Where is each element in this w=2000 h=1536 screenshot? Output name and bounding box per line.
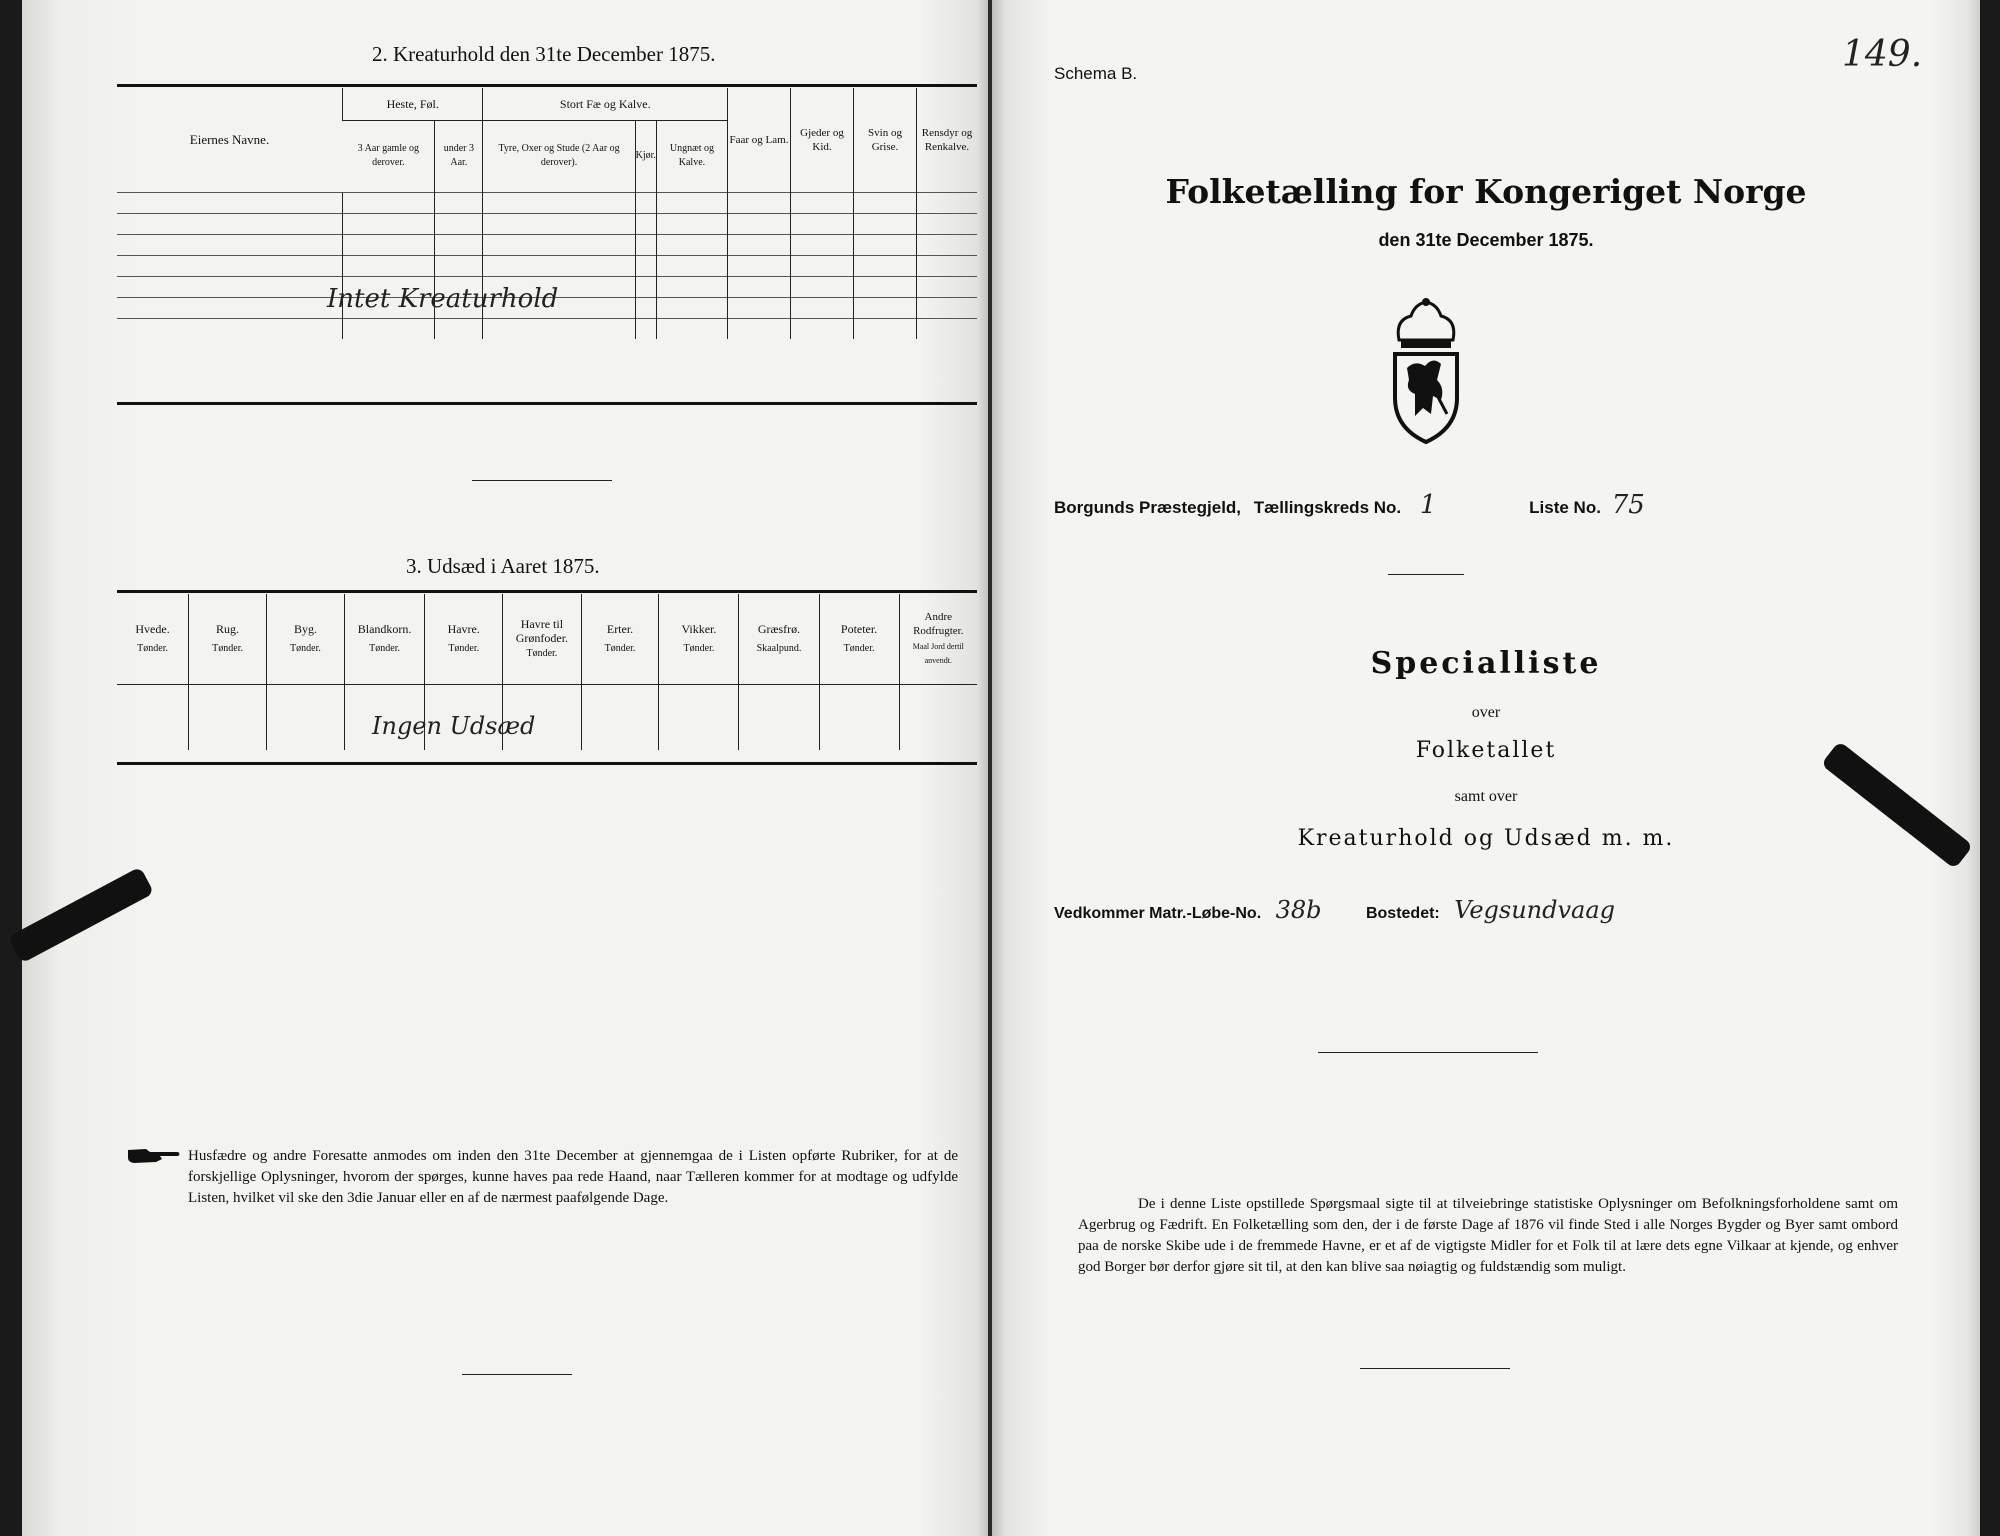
folketallet-text: Folketallet <box>1415 738 1557 763</box>
seed-unit: Tønder. <box>369 642 400 654</box>
seed-name: Rug. <box>216 621 240 636</box>
cows-header: Kjør. <box>635 120 656 192</box>
seed-col-havre <box>425 594 503 684</box>
separator-rule <box>1318 1052 1538 1053</box>
over-text: over <box>1471 704 1501 721</box>
list-value: 75 <box>1611 490 1645 520</box>
seed-name: Græsfrø. <box>757 621 801 636</box>
seed-unit: Tønder. <box>137 642 168 654</box>
horses-header: Heste, Føl. <box>343 88 483 120</box>
cattle-header: Stort Fæ og Kalve. <box>483 88 728 120</box>
seed-table-top-rule <box>117 590 977 593</box>
table-row <box>117 213 977 234</box>
bostedet-label: Bostedet: <box>1365 905 1440 922</box>
table-row <box>117 728 977 750</box>
seed-col-poteter <box>819 594 899 684</box>
district-label: Tællingskreds No. <box>1253 498 1402 517</box>
seed-unit: Tønder. <box>604 642 636 654</box>
samt-over-text: samt over <box>1454 788 1518 805</box>
calves-header: Ungnæt og Kalve. <box>656 120 727 192</box>
special-list-title: Specialliste <box>1370 646 1602 681</box>
table-row <box>117 318 977 339</box>
instruction-text: Husfædre og andre Foresatte anmodes om inden den 31te December at gjennemgaa de i Listen opførte Rubriker, for at de forskjellige Oplysninger, hvorom der spørges, kunne haves paa rede Haand, naar Tælleren kommer for at modtage og udfylde Listen, hvilket vil ske den 3die Januar eller en af de nærmest paafølgende Dage. <box>188 1148 958 1206</box>
table-row <box>117 234 977 255</box>
seed-entry-handwritten: Ingen Udsæd <box>372 712 536 740</box>
separator-rule <box>1388 574 1464 575</box>
seed-name: Blandkorn. <box>357 621 412 636</box>
separator-rule <box>472 480 612 481</box>
reindeer-header: Rensdyr og Renkalve. <box>917 88 978 192</box>
seed-unit: Skaalpund. <box>756 642 802 654</box>
seed-name: Havre til Grønfoder. <box>515 616 569 645</box>
pigs-header: Svin og Grise. <box>854 88 917 192</box>
page-number-handwritten: 149. <box>1842 34 1923 75</box>
table-row <box>117 684 977 706</box>
seed-unit: Maal Jord dertil anvendt. <box>912 641 964 665</box>
pointing-hand-icon <box>126 1146 182 1166</box>
footer-note: De i denne Liste opstillede Spørgsmaal sigte til at tilveiebringe statistiske Oplysninger om Befolkningsforholdene samt om Agerbrug og Fædrift. En Folketælling som den, der i de første Dage af 1876 vil finde Sted i alle Norges Bygder og Byer samt ombord paa de norske Skibe ude i de fremmede Havne, er et af de vigtigste Midler for et Folk til at lære dets egne Vilkaar at kjende, og enhver god Borger bør derfor gjøre sit til, at den kan blive saa nøiagtig og fuldstændig som muligt. <box>1078 1196 1898 1275</box>
owner-header: Eiernes Navne. <box>189 131 270 147</box>
seed-name: Havre. <box>447 621 480 636</box>
seed-col-hvede <box>117 594 189 684</box>
seed-col-erter <box>581 594 659 684</box>
seed-col-vikker <box>659 594 739 684</box>
seed-col-byg <box>267 594 345 684</box>
matr-value: 38b <box>1275 896 1322 924</box>
table-top-rule <box>117 84 977 87</box>
seed-unit: Tønder. <box>448 642 480 654</box>
sheep-header: Faar og Lam. <box>728 88 791 192</box>
seed-unit: Tønder. <box>683 642 715 654</box>
seed-unit: Tønder. <box>212 642 243 654</box>
seed-name: Poteter. <box>840 621 878 636</box>
list-label: Liste No. <box>1529 498 1601 517</box>
goats-header: Gjeder og Kid. <box>791 88 854 192</box>
footer-rule <box>462 1374 572 1375</box>
coat-of-arms-icon <box>1385 296 1467 446</box>
bulls-header: Tyre, Oxer og Stude (2 Aar og derover). <box>483 120 635 192</box>
seed-name: Byg. <box>293 621 317 636</box>
seed-col-rodfrugter <box>899 594 977 684</box>
seed-unit: Tønder. <box>290 642 321 654</box>
left-page <box>22 0 990 1536</box>
table-row <box>117 192 977 213</box>
seed-col-rug <box>189 594 267 684</box>
matr-line <box>1054 896 1615 924</box>
bostedet-value: Vegsundvaag <box>1454 896 1616 924</box>
seed-name: Erter. <box>606 621 634 636</box>
seed-table-bottom-rule <box>117 762 977 765</box>
seed-name: Andre Rodfrugter. <box>913 610 964 637</box>
horse-old-header: 3 Aar gamle og derover. <box>357 143 420 168</box>
section2-title: 2. Kreaturhold den 31te December 1875. <box>372 42 716 66</box>
district-value: 1 <box>1419 490 1437 520</box>
seed-col-graesfro <box>739 594 819 684</box>
section3-title: 3. Udsæd i Aaret 1875. <box>406 554 600 578</box>
seed-name: Vikker. <box>681 621 717 636</box>
horse-young-header: under 3 Aar. <box>435 120 483 192</box>
table-row <box>117 706 977 728</box>
matr-label: Vedkommer Matr.-Løbe-No. <box>1054 905 1262 922</box>
seed-col-havre-gronfoder <box>503 594 581 684</box>
seed-name: Hvede. <box>135 621 170 636</box>
kreaturhold-line: Kreaturhold og Udsæd m. m. <box>1297 826 1675 851</box>
seed-unit: Tønder. <box>526 647 558 659</box>
parish-label: Borgunds Præstegjeld, <box>1054 498 1242 517</box>
date-line: den 31te December 1875. <box>1378 230 1594 250</box>
parish-line <box>1054 490 1645 520</box>
schema-label: Schema B. <box>1054 64 1138 83</box>
table-row <box>117 255 977 276</box>
seed-col-blandkorn <box>344 594 424 684</box>
livestock-entry-handwritten: Intet Kreaturhold <box>327 284 559 314</box>
footer-rule <box>1360 1368 1510 1369</box>
table-bottom-rule <box>117 402 977 405</box>
seed-unit: Tønder. <box>843 642 875 654</box>
seed-table <box>117 594 977 750</box>
main-title: Folketælling for Kongeriget Norge <box>1165 172 1807 211</box>
